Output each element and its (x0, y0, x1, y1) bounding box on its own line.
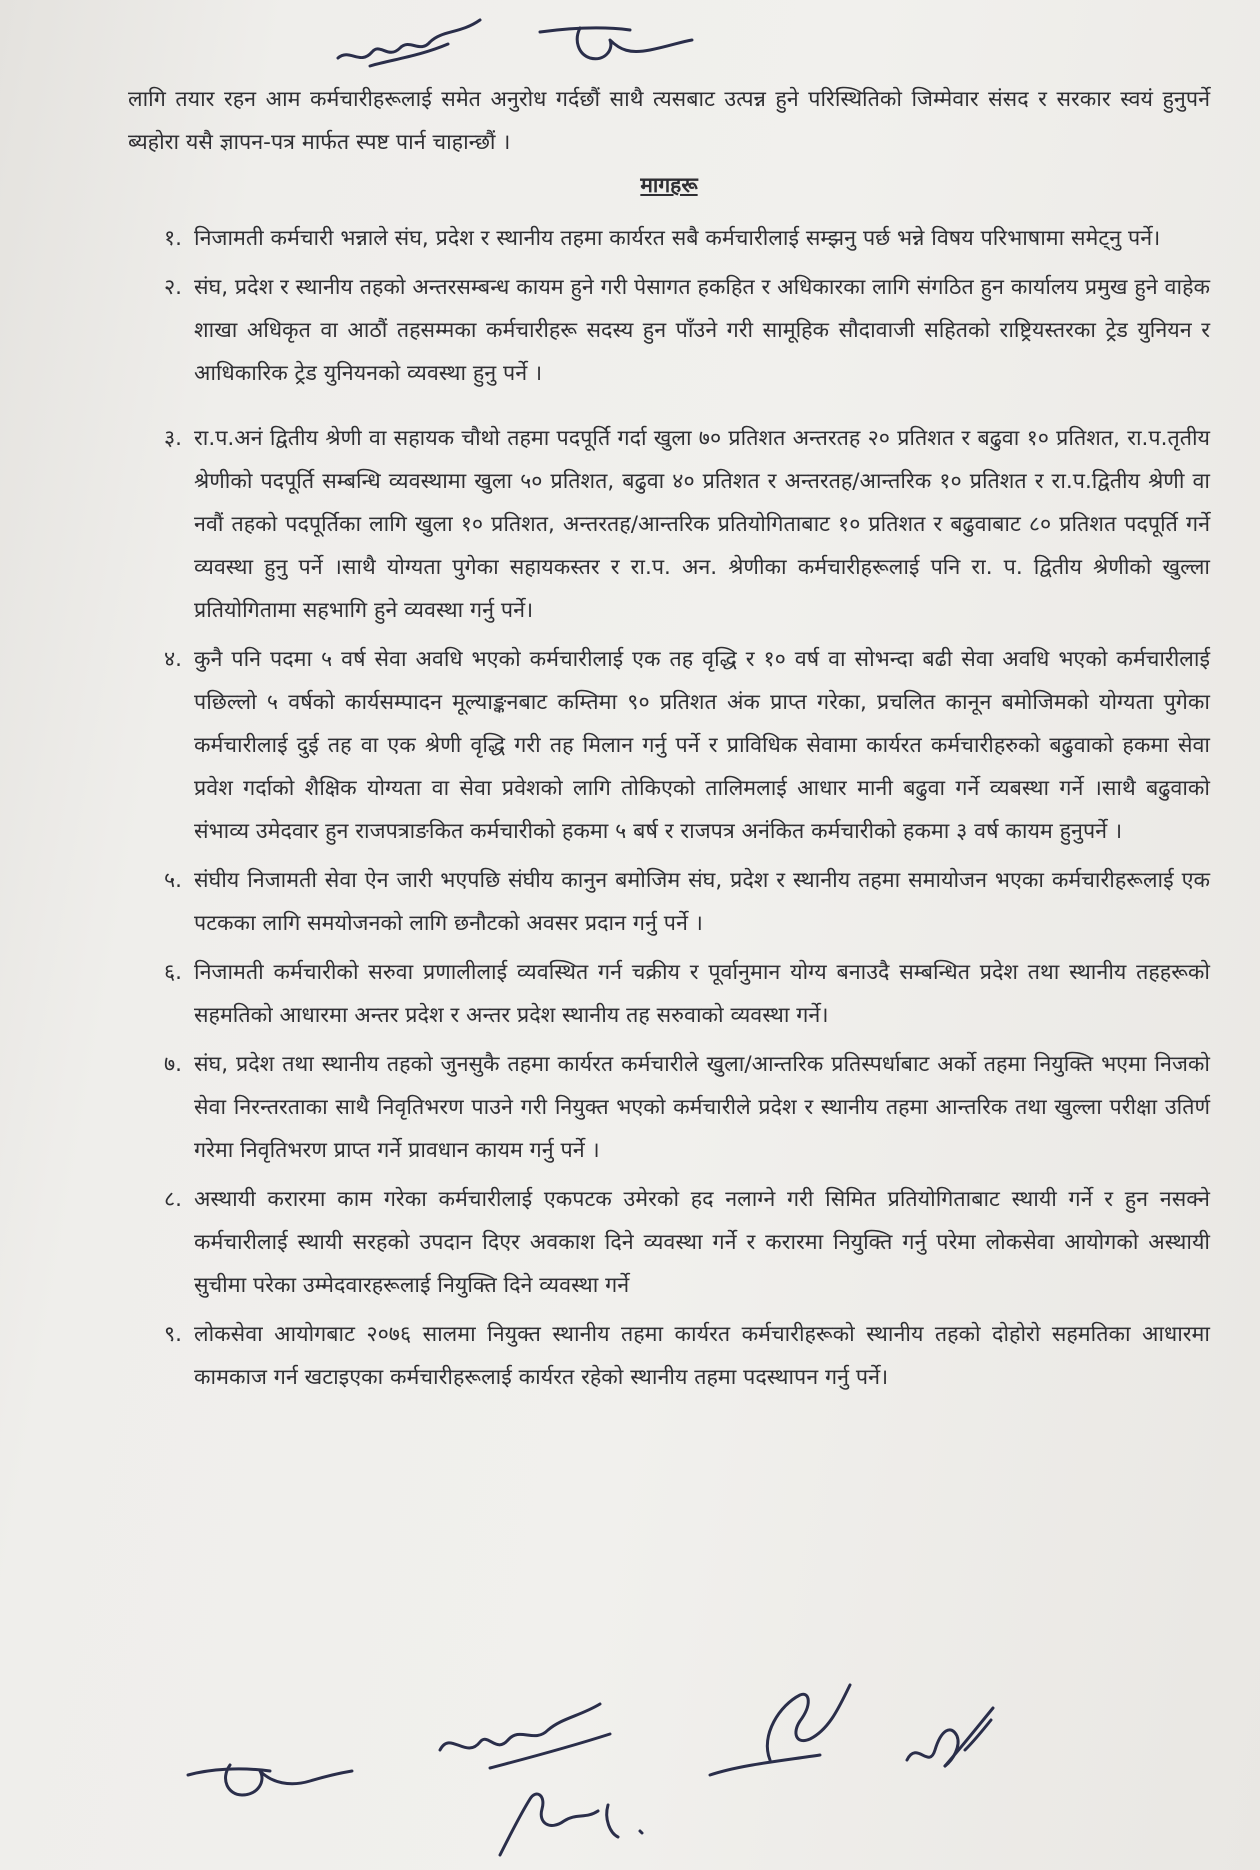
demands-heading: मागहरू (640, 173, 698, 197)
demand-item-5 (128, 859, 1210, 945)
demand-text: रा.प.अनं द्वितीय श्रेणी वा सहायक चौथो तहमा पदपूर्ति गर्दा खुला ७० प्रतिशत अन्तरतह २० प्रतिशत र बढुवा १० प्रतिशत, रा.प.तृतीय श्रेणीको पदपूर्ति सम्बन्धि व्यवस्थामा खुला ५० प्रतिशत, बढुवा ४० प्रतिशत र अन्तरतह/आन्तरिक १० प्रतिशत र रा.प.द्वितीय श्रेणी वा नवौं तहको पदपूर्तिका लागि खुला १० प्रतिशत, अन्तरतह/आन्तरिक प्रतियोगिताबाट १० प्रतिशत र बढुवाबाट ८० प्रतिशत पदपूर्ति गर्ने व्यवस्था हुनु पर्ने ।साथै योग्यता पुगेका सहायकस्तर र रा.प. अन. श्रेणीका कर्मचारीहरूलाई पनि रा. प. द्वितीय श्रेणीको खुल्ला प्रतियोगितामा सहभागि हुने व्यवस्था गर्नु पर्ने। (194, 426, 1210, 623)
demand-number: ६. (163, 960, 182, 985)
demand-number: ८. (163, 1187, 182, 1212)
demand-item-9 (128, 1313, 1210, 1399)
signature-top-left (330, 8, 500, 78)
signature-bottom-3 (895, 1690, 1005, 1790)
demand-text: संघ, प्रदेश र स्थानीय तहको अन्तरसम्बन्ध कायम हुने गरी पेसागत हकहित र अधिकारका लागि संगठित हुन कार्यालय प्रमुख हुने वाहेक शाखा अधिकृत वा आठौं तहसम्मका कर्मचारीहरू सदस्य हुन पाँउने गरी सामूहिक सौदावाजी सहितको राष्ट्रियस्तरका ट्रेड युनियन र आधिकारिक ट्रेड युनियनको व्यवस्था हुनु पर्ने । (194, 275, 1210, 386)
intro-paragraph: लागि तयार रहन आम कर्मचारीहरूलाई समेत अनुरोध गर्दछौं साथै त्यसबाट उत्पन्न हुने परिस्थितिको जिम्मेवार संसद र सरकार स्वयं हुनुपर्ने ब्यहोरा यसै ज्ञापन-पत्र मार्फत स्पष्ट पार्न चाहान्छौं । (128, 87, 1210, 155)
demand-item-3 (128, 417, 1210, 632)
demand-text: संघीय निजामती सेवा ऐन जारी भएपछि संघीय कानुन बमोजिम संघ, प्रदेश र स्थानीय तहमा समायोजन भएका कर्मचारीहरूलाई एक पटकका लागि समयोजनको लागि छनौटको अवसर प्रदान गर्नु पर्ने । (194, 868, 1210, 936)
demand-text: निजामती कर्मचारी भन्नाले संघ, प्रदेश र स्थानीय तहमा कार्यरत सबै कर्मचारीलाई सम्झनु पर्छ भन्ने विषय परिभाषामा समेट्नु पर्ने। (194, 226, 1161, 251)
demand-text: लोकसेवा आयोगबाट २०७६ सालमा नियुक्त स्थानीय तहमा कार्यरत कर्मचारीहरूको स्थानीय तहको दोहोरो सहमतिका आधारमा कामकाज गर्न खटाइएका कर्मचारीहरूलाई कार्यरत रहेको स्थानीय तहमा पदस्थापन गर्नु पर्ने। (194, 1322, 1210, 1390)
demand-item-8 (128, 1178, 1210, 1307)
signature-bottom-5 (490, 1775, 660, 1865)
document-body (128, 78, 1210, 1405)
demand-item-1 (128, 217, 1210, 260)
demand-number: ७. (163, 1052, 182, 1077)
demand-text: कुनै पनि पदमा ५ वर्ष सेवा अवधि भएको कर्मचारीलाई एक तह वृद्धि र १० वर्ष वा सोभन्दा बढी सेवा अवधि भएको कर्मचारीलाई पछिल्लो ५ वर्षको कार्यसम्पादन मूल्याङ्कनबाट कम्तिमा ९० प्रतिशत अंक प्राप्त गरेका, प्रचलित कानून बमोजिमको योग्यता पुगेका कर्मचारीलाई दुई तह वा एक श्रेणी वृद्धि गरी तह मिलान गर्नु पर्ने र प्राविधिक सेवामा कार्यरत कर्मचारीहरुको बढुवाको हकमा सेवा प्रवेश गर्दाको शैक्षिक योग्यता वा सेवा प्रवेशको लागि तोकिएको तालिमलाई आधार मानी बढुवा गर्ने व्यबस्था गर्ने ।साथै बढुवाको संभाव्य उमेदवार हुन राजपत्राङकित कर्मचारीको हकमा ५ बर्ष र राजपत्र अनंकित कर्मचारीको हकमा ३ वर्ष कायम हुनुपर्ने । (194, 647, 1210, 844)
signature-top-right (530, 14, 700, 74)
demand-number: २. (163, 275, 182, 300)
signature-bottom-1 (430, 1690, 630, 1780)
signature-bottom-2 (700, 1665, 870, 1795)
demand-number: ५. (163, 868, 182, 893)
demand-number: ९. (163, 1322, 182, 1347)
demand-item-4 (128, 638, 1210, 853)
demand-text: निजामती कर्मचारीको सरुवा प्रणालीलाई व्यवस्थित गर्न चक्रीय र पूर्वानुमान योग्य बनाउदै सम्बन्धित प्रदेश तथा स्थानीय तहहरूको सहमतिको आधारमा अन्तर प्रदेश र अन्तर प्रदेश स्थानीय तह सरुवाको व्यवस्था गर्ने। (194, 960, 1210, 1028)
demand-item-6 (128, 951, 1210, 1037)
signature-bottom-4 (180, 1735, 360, 1815)
demand-number: १. (163, 226, 182, 251)
demand-item-2 (128, 266, 1210, 395)
demand-item-7 (128, 1043, 1210, 1172)
demand-number: ३. (163, 426, 182, 451)
demand-text: अस्थायी करारमा काम गरेका कर्मचारीलाई एकपटक उमेरको हद नलाग्ने गरी सिमित प्रतियोगिताबाट स्थायी गर्ने र हुन नसक्ने कर्मचारीलाई स्थायी सरहको उपदान दिएर अवकाश दिने व्यवस्था गर्ने र करारमा नियुक्ति गर्नु परेमा लोकसेवा आयोगको अस्थायी सुचीमा परेका उम्मेदवारहरूलाई नियुक्ति दिने व्यवस्था गर्ने (194, 1187, 1210, 1298)
demand-text: संघ, प्रदेश तथा स्थानीय तहको जुनसुकै तहमा कार्यरत कर्मचारीले खुला/आन्तरिक प्रतिस्पर्धाबाट अर्को तहमा नियुक्ति भएमा निजको सेवा निरन्तरताका साथै निवृतिभरण पाउने गरी नियुक्त भएको कर्मचारीले प्रदेश र स्थानीय तहमा आन्तरिक तथा खुल्ला परीक्षा उतिर्ण गरेमा निवृतिभरण प्राप्त गर्ने प्रावधान कायम गर्नु पर्ने । (194, 1052, 1210, 1163)
demand-number: ४. (163, 647, 182, 672)
